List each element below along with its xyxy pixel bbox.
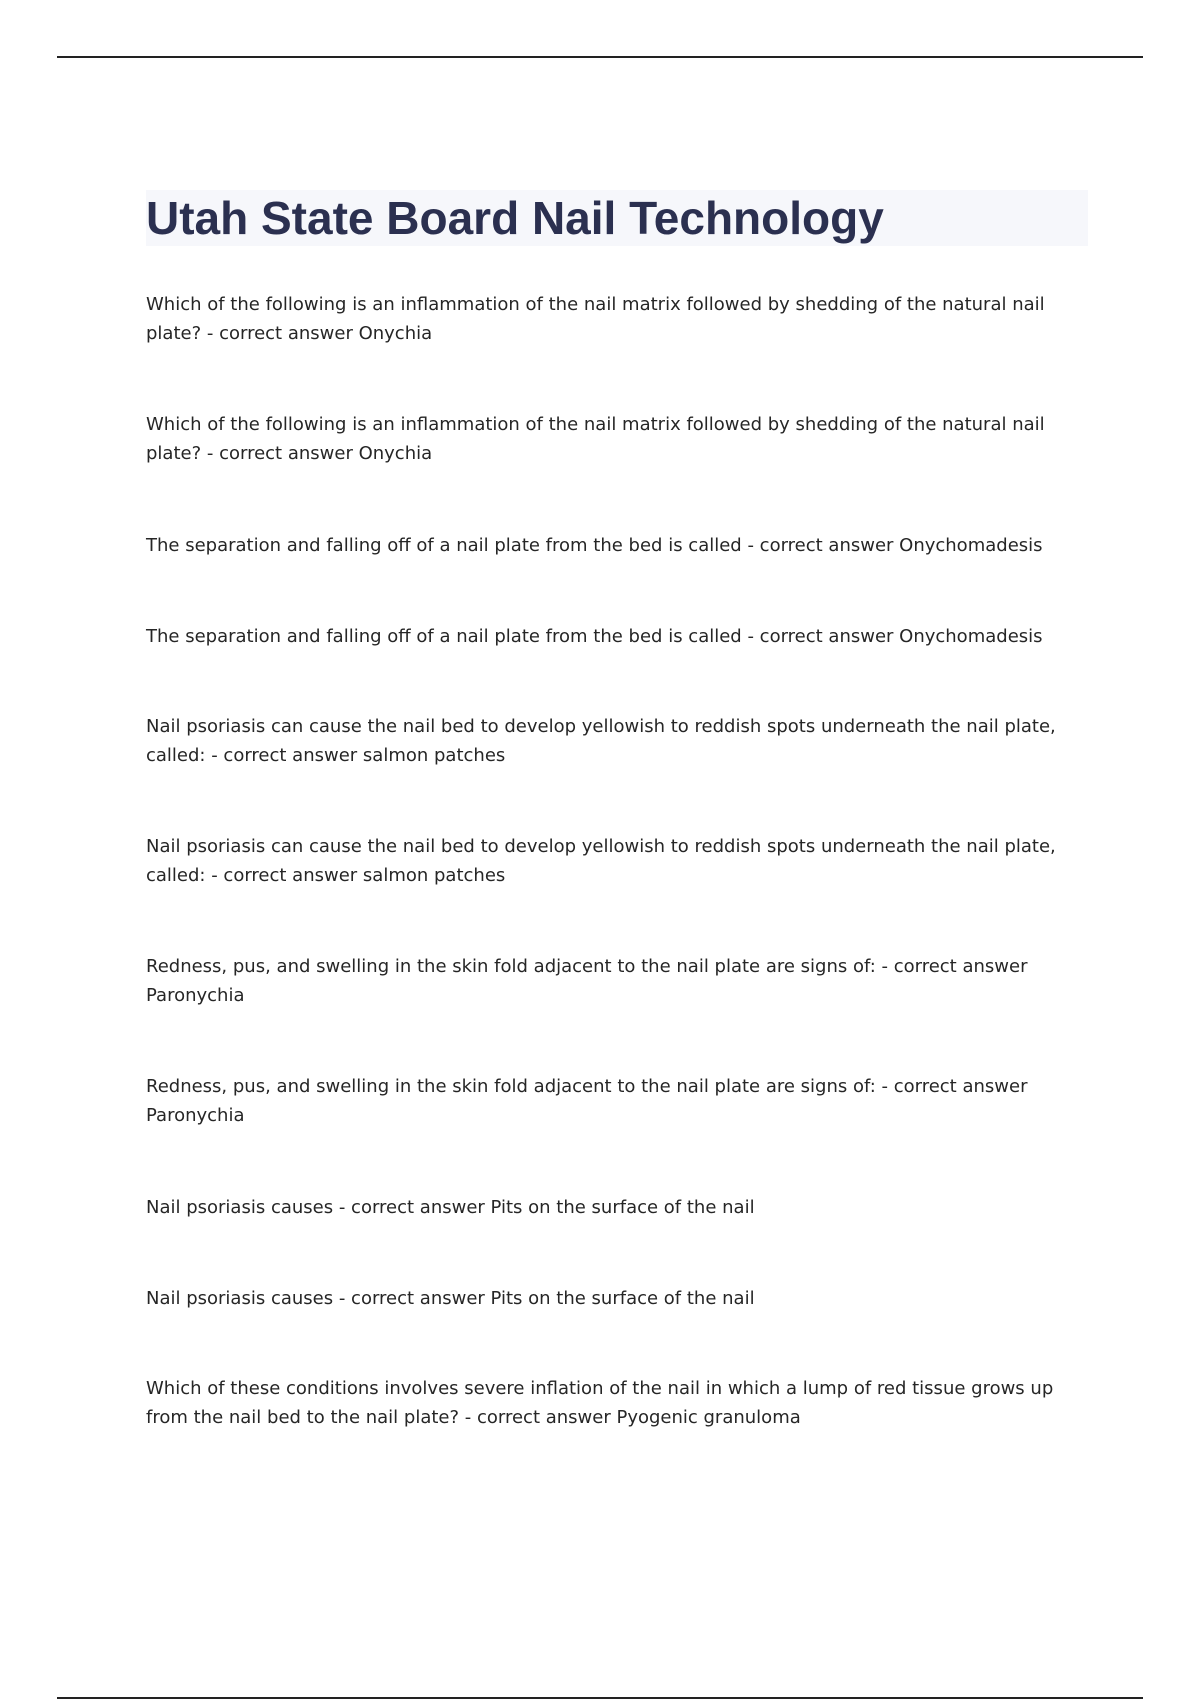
qa-item: The separation and falling off of a nail plate from the bed is called - correct answer Onychomadesis [146,626,1043,647]
qa-item: Which of the following is an inflammation of the nail matrix followed by shedding of the natural nail plate? - correct answer Onychia [146,414,1045,464]
document-title: Utah State Board Nail Technology [146,192,884,244]
qa-item: Nail psoriasis can cause the nail bed to develop yellowish to reddish spots underneath the nail plate, called: - correct answer salmon patches [146,716,1056,766]
qa-item: Nail psoriasis causes - correct answer Pits on the surface of the nail [146,1288,755,1309]
bottom-divider [57,1697,1143,1699]
qa-item: Which of the following is an inflammation of the nail matrix followed by shedding of the natural nail plate? - correct answer Onychia [146,294,1045,344]
qa-item: Which of these conditions involves severe inflation of the nail in which a lump of red tissue grows up from the nail bed to the nail plate? - correct answer Pyogenic granuloma [146,1378,1054,1428]
qa-item: Redness, pus, and swelling in the skin fold adjacent to the nail plate are signs of: - correct answer Paronychia [146,956,1028,1006]
qa-item: Nail psoriasis causes - correct answer Pits on the surface of the nail [146,1197,755,1218]
qa-item: Nail psoriasis can cause the nail bed to develop yellowish to reddish spots underneath the nail plate, called: - correct answer salmon patches [146,836,1056,886]
qa-item: The separation and falling off of a nail plate from the bed is called - correct answer Onychomadesis [146,535,1043,556]
qa-item: Redness, pus, and swelling in the skin fold adjacent to the nail plate are signs of: - correct answer Paronychia [146,1076,1028,1126]
top-divider [57,56,1143,58]
